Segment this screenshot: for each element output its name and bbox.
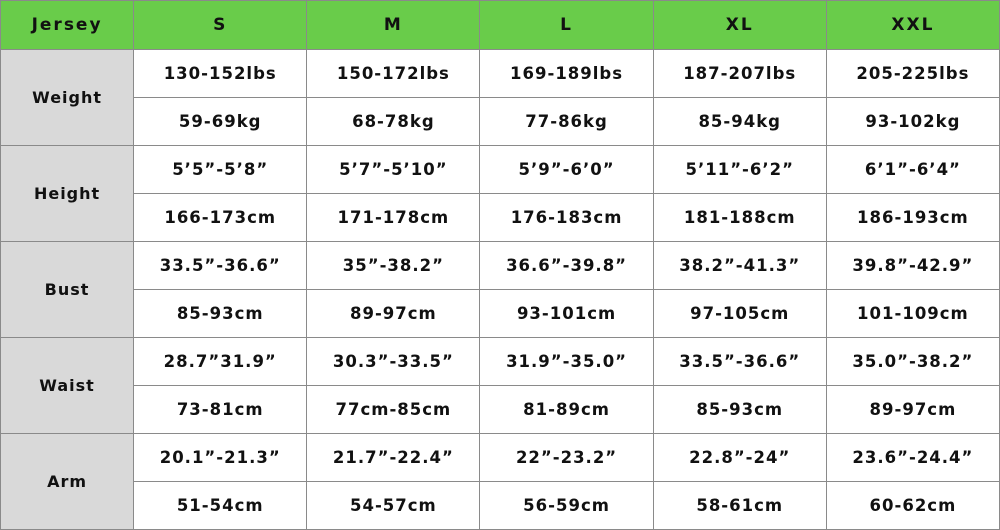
cell-waist-l-in: 31.9”-35.0” (480, 338, 653, 386)
cell-bust-l-in: 36.6”-39.8” (480, 242, 653, 290)
cell-weight-m-kg: 68-78kg (307, 98, 480, 146)
cell-arm-xl-in: 22.8”-24” (653, 434, 826, 482)
cell-arm-l-cm: 56-59cm (480, 482, 653, 530)
header-cell-xxl: XXL (826, 1, 999, 50)
header-cell-s: S (134, 1, 307, 50)
cell-height-m-cm: 171-178cm (307, 194, 480, 242)
cell-bust-s-in: 33.5”-36.6” (134, 242, 307, 290)
cell-waist-m-in: 30.3”-33.5” (307, 338, 480, 386)
cell-weight-s-lbs: 130-152lbs (134, 50, 307, 98)
cell-weight-s-kg: 59-69kg (134, 98, 307, 146)
cell-waist-l-cm: 81-89cm (480, 386, 653, 434)
cell-arm-m-in: 21.7”-22.4” (307, 434, 480, 482)
cell-weight-xxl-kg: 93-102kg (826, 98, 999, 146)
cell-bust-xl-cm: 97-105cm (653, 290, 826, 338)
cell-weight-xl-lbs: 187-207lbs (653, 50, 826, 98)
cell-bust-xl-in: 38.2”-41.3” (653, 242, 826, 290)
header-cell-jersey: Jersey (1, 1, 134, 50)
cell-arm-l-in: 22”-23.2” (480, 434, 653, 482)
cell-arm-s-in: 20.1”-21.3” (134, 434, 307, 482)
cell-arm-xxl-cm: 60-62cm (826, 482, 999, 530)
cell-height-l-cm: 176-183cm (480, 194, 653, 242)
cell-waist-xl-cm: 85-93cm (653, 386, 826, 434)
row-label-height: Height (1, 146, 134, 242)
cell-arm-s-cm: 51-54cm (134, 482, 307, 530)
cell-bust-xxl-in: 39.8”-42.9” (826, 242, 999, 290)
cell-height-xxl-in: 6’1”-6’4” (826, 146, 999, 194)
cell-height-xl-cm: 181-188cm (653, 194, 826, 242)
cell-bust-xxl-cm: 101-109cm (826, 290, 999, 338)
cell-weight-l-kg: 77-86kg (480, 98, 653, 146)
cell-height-m-in: 5’7”-5’10” (307, 146, 480, 194)
cell-bust-m-cm: 89-97cm (307, 290, 480, 338)
cell-height-xxl-cm: 186-193cm (826, 194, 999, 242)
table-row (1, 242, 1000, 290)
cell-waist-s-in: 28.7”31.9” (134, 338, 307, 386)
table-row (1, 434, 1000, 482)
row-label-weight: Weight (1, 50, 134, 146)
table-row (1, 50, 1000, 98)
row-label-waist: Waist (1, 338, 134, 434)
table-row (1, 290, 1000, 338)
cell-height-xl-in: 5’11”-6’2” (653, 146, 826, 194)
header-cell-xl: XL (653, 1, 826, 50)
table-header-row (1, 1, 1000, 50)
cell-bust-s-cm: 85-93cm (134, 290, 307, 338)
cell-waist-xl-in: 33.5”-36.6” (653, 338, 826, 386)
cell-height-s-in: 5’5”-5’8” (134, 146, 307, 194)
cell-bust-l-cm: 93-101cm (480, 290, 653, 338)
table-row (1, 146, 1000, 194)
cell-arm-xxl-in: 23.6”-24.4” (826, 434, 999, 482)
table-row (1, 194, 1000, 242)
cell-bust-m-in: 35”-38.2” (307, 242, 480, 290)
table-row (1, 482, 1000, 530)
header-cell-m: M (307, 1, 480, 50)
table-row (1, 386, 1000, 434)
cell-waist-xxl-in: 35.0”-38.2” (826, 338, 999, 386)
table-row (1, 338, 1000, 386)
cell-waist-xxl-cm: 89-97cm (826, 386, 999, 434)
cell-height-l-in: 5’9”-6’0” (480, 146, 653, 194)
cell-height-s-cm: 166-173cm (134, 194, 307, 242)
cell-arm-m-cm: 54-57cm (307, 482, 480, 530)
table-row (1, 98, 1000, 146)
row-label-bust: Bust (1, 242, 134, 338)
row-label-arm: Arm (1, 434, 134, 530)
cell-weight-m-lbs: 150-172lbs (307, 50, 480, 98)
cell-arm-xl-cm: 58-61cm (653, 482, 826, 530)
cell-weight-xxl-lbs: 205-225lbs (826, 50, 999, 98)
cell-weight-xl-kg: 85-94kg (653, 98, 826, 146)
cell-waist-s-cm: 73-81cm (134, 386, 307, 434)
cell-weight-l-lbs: 169-189lbs (480, 50, 653, 98)
cell-waist-m-cm: 77cm-85cm (307, 386, 480, 434)
header-cell-l: L (480, 1, 653, 50)
